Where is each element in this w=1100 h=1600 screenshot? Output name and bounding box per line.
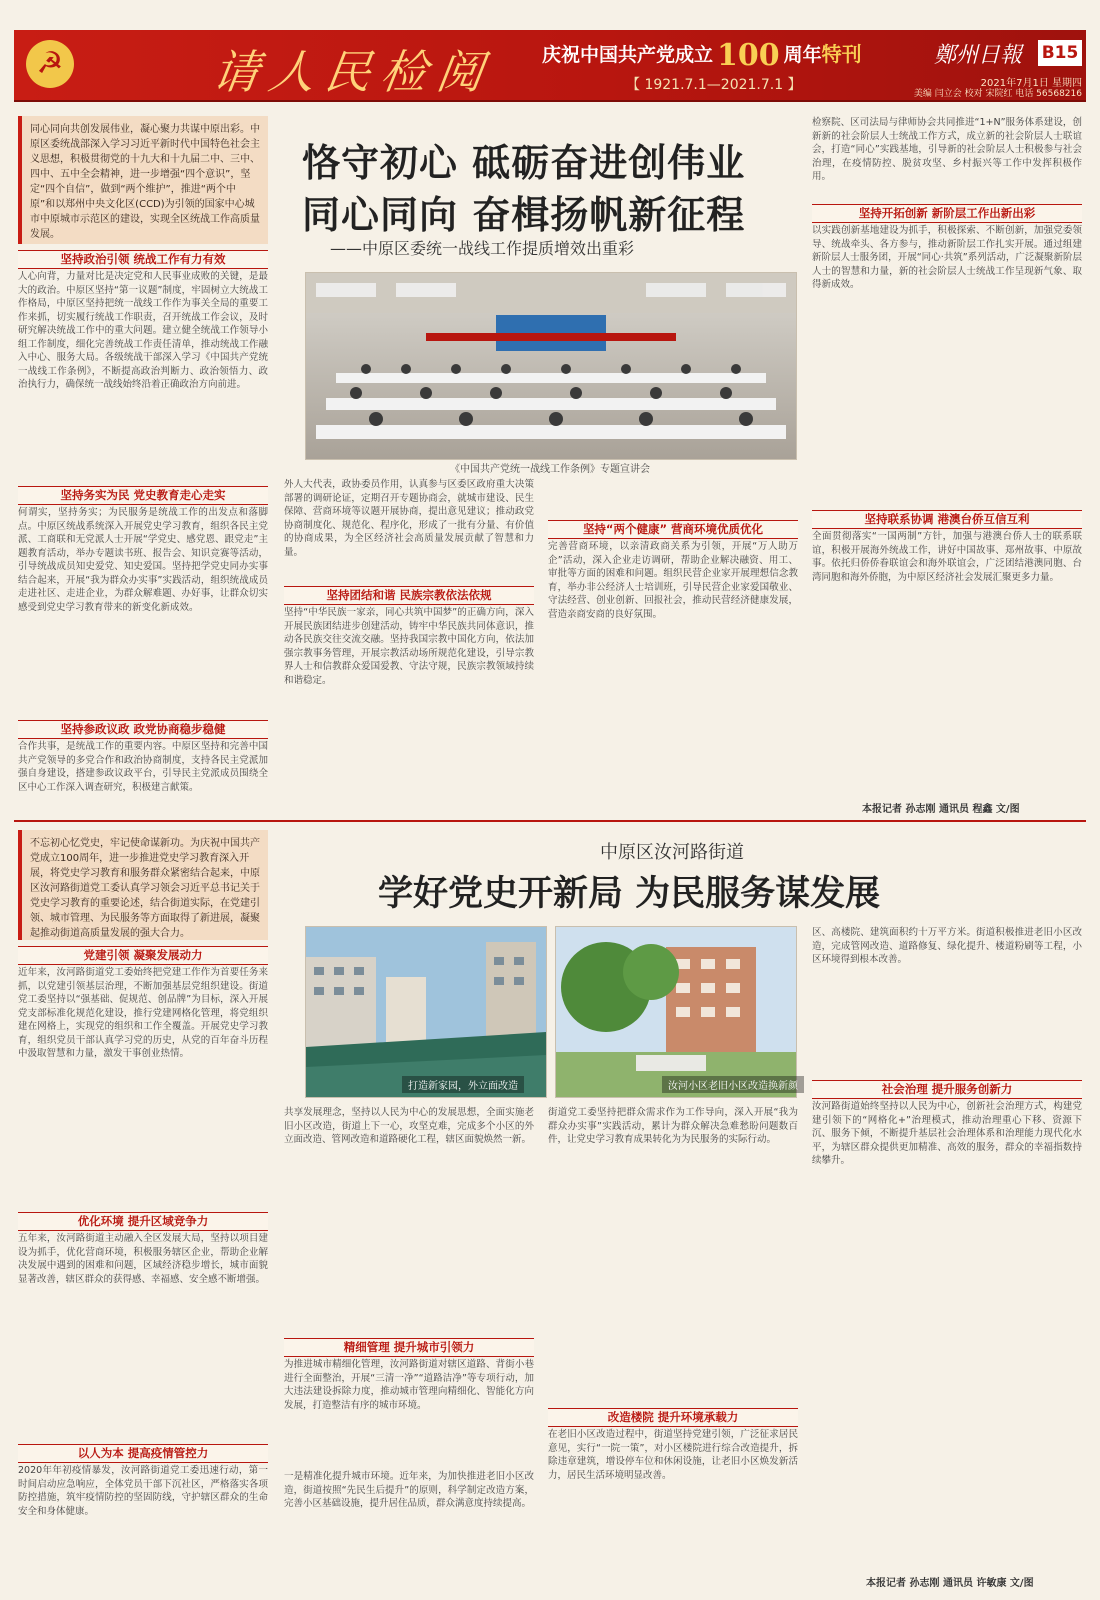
top-col1-text-b: 何谓实，坚持务实；为民服务是统战工作的出发点和落脚点。中原区统战系统深入开展党史学习教育，组织各民主党派、工商联和无党派人士开展“学党史、感党恩、跟党走”主题教育活动，举办专题读书班、报告会、知识竞赛等活动，引导统战成员知史爱党、知史爱国。坚持把学党史同办实事结合起来，开展“我为群众办实事”实践活动，组织统战成员走进社区、走进企业，为群众解难题、办好事，让群众切实感受到党史学习教育带来的新变化新成效。 bbox=[18, 507, 268, 613]
top-headline-line-2: 同心同向 奋楫扬帆新征程 bbox=[302, 193, 746, 237]
bottom-col1-text-c: 2020年年初疫情暴发，汝河路街道党工委迅速行动，第一时间启动应急响应，全体党员干部下沉社区，严格落实各项防控措施，筑牢疫情防控的坚固防线，守护辖区群众的生命安全和身体健康。 bbox=[18, 1465, 268, 1517]
special-label: 特刊 bbox=[821, 42, 862, 66]
section-head-governance: 社会治理 提升服务创新力 bbox=[812, 1080, 1082, 1099]
paper-name: 鄭州日報 bbox=[934, 43, 1023, 68]
top-col4-text-a: 检察院、区司法局与律师协会共同推进“1+N”服务体系建设，创新新的社会阶层人士统战工作方式，成立新的社会阶层人士联谊会，打造“同心”实践基地，引导新的社会阶层人士积极参与社会治理，在疫情防控、脱贫攻坚、乡村振兴等工作中发挥积极作用。 bbox=[812, 117, 1082, 182]
celebration-banner bbox=[542, 38, 862, 73]
section-head-hk-macao: 坚持联系协调 港澳台侨互信互利 bbox=[812, 510, 1082, 529]
bottom-col3-text-a: 街道党工委坚持把群众需求作为工作导向，深入开展“我为群众办实事”实践活动，累计为群众解决急难愁盼问题数百件，让党史学习教育成果转化为为民服务的实际行动。 bbox=[548, 1107, 798, 1145]
party-emblem-icon: ☭ bbox=[26, 40, 74, 88]
top-col1-text-c: 合作共事，是统战工作的重要内容。中原区坚持和完善中国共产党领导的多党合作和政治协商制度，支持各民主党派加强自身建设，搭建参政议政平台，引导民主党派成员围绕全区中心工作深入调查研究，积极建言献策。 bbox=[18, 741, 268, 793]
section-head-fine-management: 精细管理 提升城市引领力 bbox=[284, 1338, 534, 1357]
issue-date: 2021年7月1日 星期四 bbox=[980, 78, 1082, 89]
photo2-caption: 汝河小区老旧小区改造换新颜 bbox=[662, 1076, 804, 1093]
section-head-political: 坚持政治引领 统战工作有力有效 bbox=[18, 250, 268, 269]
bottom-headline: 学好党史开新局 为民服务谋发展 bbox=[378, 874, 881, 914]
section-head-practical: 坚持务实为民 党史教育走心走实 bbox=[18, 486, 268, 505]
photo1-caption: 打造新家园，外立面改造 bbox=[402, 1076, 524, 1093]
celebration-pre: 庆祝中国共产党成立 bbox=[542, 44, 714, 66]
section-head-party-building: 党建引领 凝聚发展动力 bbox=[18, 946, 268, 965]
bottom-byline: 本报记者 孙志刚 通讯员 许敏康 文/图 bbox=[866, 1578, 1034, 1589]
top-subheadline: ——中原区委统一战线工作提质增效出重彩 bbox=[330, 239, 635, 258]
masthead-title: 请人民检阅 bbox=[209, 45, 497, 99]
top-byline: 本报记者 孙志刚 通讯员 程鑫 文/图 bbox=[862, 804, 1020, 815]
top-col4-text-c: 全面贯彻落实“一国两制”方针，加强与港澳台侨人士的联系联谊，积极开展海外统战工作，讲好中国故事、郑州故事、中原故事。依托归侨侨眷联谊会和海外联谊会，广泛团结港澳同胞、台湾同胞和海外侨胞，为中原区经济社会发展汇聚更多力量。 bbox=[812, 531, 1082, 583]
top-photo-meeting bbox=[305, 272, 797, 460]
section-head-epidemic: 以人为本 提高疫情管控力 bbox=[18, 1444, 268, 1463]
section-head-business: 坚持“两个健康” 营商环境优质优化 bbox=[548, 520, 798, 539]
community-illustration bbox=[556, 927, 796, 1097]
bottom-col3-text-b: 在老旧小区改造过程中，街道坚持党建引领，广泛征求居民意见，实行“一院一策”，对小区楼院进行综合改造提升，拆除违章建筑，增设停车位和休闲设施，让老旧小区焕发新活力，居民生活环境明显改善。 bbox=[548, 1429, 798, 1481]
bottom-overline: 中原区汝河路街道 bbox=[600, 842, 744, 863]
section-head-innovation: 坚持开拓创新 新阶层工作出新出彩 bbox=[812, 204, 1082, 223]
construction-illustration bbox=[306, 927, 546, 1097]
bottom-col2-text-a: 共享发展理念，坚持以人民为中心的发展思想，全面实施老旧小区改造，街道上下一心，攻坚克难，完成多个小区的外立面改造、管网改造和道路硬化工程，辖区面貌焕然一新。 bbox=[284, 1107, 534, 1145]
section-head-environment: 优化环境 提升区域竞争力 bbox=[18, 1212, 268, 1231]
section-head-ethnic: 坚持团结和谐 民族宗教依法依规 bbox=[284, 586, 534, 605]
bottom-col2-text-b: 为推进城市精细化管理，汝河路街道对辖区道路、背街小巷进行全面整治，开展“三清一净”“道路洁净”等专项行动，加大违法建设拆除力度，推动城市管理向精细化、智能化方向发展，打造整洁有序的城市环境。 bbox=[284, 1359, 534, 1411]
top-col3-text: 完善营商环境，以亲清政商关系为引领，开展“万人助万企”活动，深入企业走访调研，帮助企业解决融资、用工、审批等方面的困难和问题。组织民营企业家开展理想信念教育，举办非公经济人士培训班，引导民营企业家爱国敬业、守法经营、创业创新、回报社会，推动民营经济健康发展，营造亲商安商的良好氛围。 bbox=[548, 541, 798, 620]
section-divider bbox=[14, 820, 1086, 822]
top-col4-text-b: 以实践创新基地建设为抓手，积极探索、不断创新，加强党委领导、统战牵头、各方参与，推动新阶层工作扎实开展。通过组建新阶层人士服务团，开展“同心·共筑”系列活动，广泛凝聚新阶层人士的智慧和力量，新的社会阶层人士统战工作呈现新气象、取得新成效。 bbox=[812, 225, 1082, 290]
top-intro-box: 同心同向共创发展伟业，凝心聚力共谋中原出彩。中原区委统战部深入学习习近平新时代中国特色社会主义思想，积极贯彻党的十九大和十九届二中、三中、四中、五中全会精神，进一步增强“四个意识”，坚定“四个自信”，做到“两个维护”，推进“两个中原”和以郑州中央文化区(CCD)为引领的国家中心城市中原城市示范区的建设，实现全区统战工作高质量发展。 bbox=[18, 116, 268, 244]
top-photo-caption: 《中国共产党统一战线工作条例》专题宣讲会 bbox=[450, 464, 650, 475]
bottom-intro-box: 不忘初心忆党史，牢记使命谋新功。为庆祝中国共产党成立100周年，进一步推进党史学习教育深入开展，将党史学习教育和服务群众紧密结合起来，中原区汝河路街道党工委认真学习领会习近平总书记关于党史学习教育的重要论述，结合街道实际，在党建引领、城市管理、为民服务等方面取得了新进展，凝聚起推动街道高质量发展的强大合力。 bbox=[18, 830, 268, 940]
bottom-col4-text-a: 区、高楼院、建筑面积约十万平方米。街道积极推进老旧小区改造，完成管网改造、道路修复、绿化提升、楼道粉刷等工程，小区环境得到根本改善。 bbox=[812, 927, 1082, 965]
bottom-col2-text-c: 一是精准化提升城市环境。近年来，为加快推进老旧小区改造，街道按照“先民生后提升”的原则，科学制定改造方案，完善小区基础设施，提升居住品质，群众满意度持续提高。 bbox=[284, 1471, 534, 1509]
masthead bbox=[14, 30, 1086, 102]
top-col2-text-b: 坚持“中华民族一家亲，同心共筑中国梦”的正确方向，深入开展民族团结进步创建活动，铸牢中华民族共同体意识，推动各民族交往交流交融。坚持我国宗教中国化方向，依法加强宗教事务管理，开展宗教活动场所规范化建设，引导宗教界人士和信教群众爱国爱教、守法守规，民族宗教领域持续和谐稳定。 bbox=[284, 607, 534, 686]
section-head-consultation: 坚持参政议政 政党协商稳步稳健 bbox=[18, 720, 268, 739]
top-col1-text-a: 人心向背，力量对比是决定党和人民事业成败的关键，是最大的政治。中原区坚持“第一议题”制度，牢固树立大统战工作格局，中原区坚持把统一战线工作作为事关全局的重要工作来抓，切实履行统战工作职责，召开统战工作会议，及时研究解决统战工作中的重大问题。建立健全统战工作领导小组工作制度，细化完善统战工作责任清单，推动统战工作融入中心、服务大局。各级统战干部深入学习《中国共产党统一战线工作条例》，不断提高政治判断力、政治领悟力、政治执行力，确保统一战线始终沿着正确政治方向前进。 bbox=[18, 271, 268, 390]
celebration-post: 周年 bbox=[783, 44, 822, 66]
bottom-col1-text-a: 近年来，汝河路街道党工委始终把党建工作作为首要任务来抓，以党建引领基层治理，不断加强基层党组织建设。街道党工委坚持以“强基础、促规范、创品牌”为目标，深入开展党支部标准化规范化建设，推行党建网格化管理，将党组织建在网格上，实现党的组织和工作全覆盖。开展党史学习教育，组织党员干部认真学习党的历史，从党的百年奋斗历程中汲取智慧和力量，激发干事创业热情。 bbox=[18, 967, 268, 1059]
top-col2-text-a: 外人大代表，政协委员作用，认真参与区委区政府重大决策部署的调研论证，定期召开专题协商会，就城市建设、民生保障、营商环境等议题开展协商，提出意见建议；推动政党协商制度化、规范化、程序化，形成了一批有分量、有价值的协商成果，为全区经济社会高质量发展贡献了智慧和力量。 bbox=[284, 479, 534, 558]
editor-credits: 美编 闫立会 校对 宋院红 电话 56568216 bbox=[913, 89, 1082, 99]
section-head-renovation: 改造楼院 提升环境承载力 bbox=[548, 1408, 798, 1427]
anniversary-dates: 【 1921.7.1—2021.7.1 】 bbox=[626, 77, 802, 93]
page-number: B15 bbox=[1038, 40, 1082, 66]
meeting-hall-illustration bbox=[306, 273, 796, 459]
bottom-col1-text-b: 五年来，汝河路街道主动融入全区发展大局，坚持以项目建设为抓手，优化营商环境，积极服务辖区企业，帮助企业解决发展中遇到的困难和问题，区域经济稳步增长，城市面貌显著改善，辖区群众的获得感、幸福感、安全感不断增强。 bbox=[18, 1233, 268, 1285]
bottom-photo-construction bbox=[305, 926, 547, 1098]
hundred-mark: 100 bbox=[717, 38, 780, 73]
bottom-photo-community bbox=[555, 926, 797, 1098]
top-headline-line-1: 恪守初心 砥砺奋进创伟业 bbox=[302, 141, 746, 185]
bottom-col4-text-b: 汝河路街道始终坚持以人民为中心，创新社会治理方式，构建党建引领下的“网格化+”治理模式，推动治理重心下移、资源下沉、服务下倾，不断提升基层社会治理体系和治理能力现代化水平，为辖区群众提供更加精准、高效的服务，群众的幸福指数持续攀升。 bbox=[812, 1101, 1082, 1166]
